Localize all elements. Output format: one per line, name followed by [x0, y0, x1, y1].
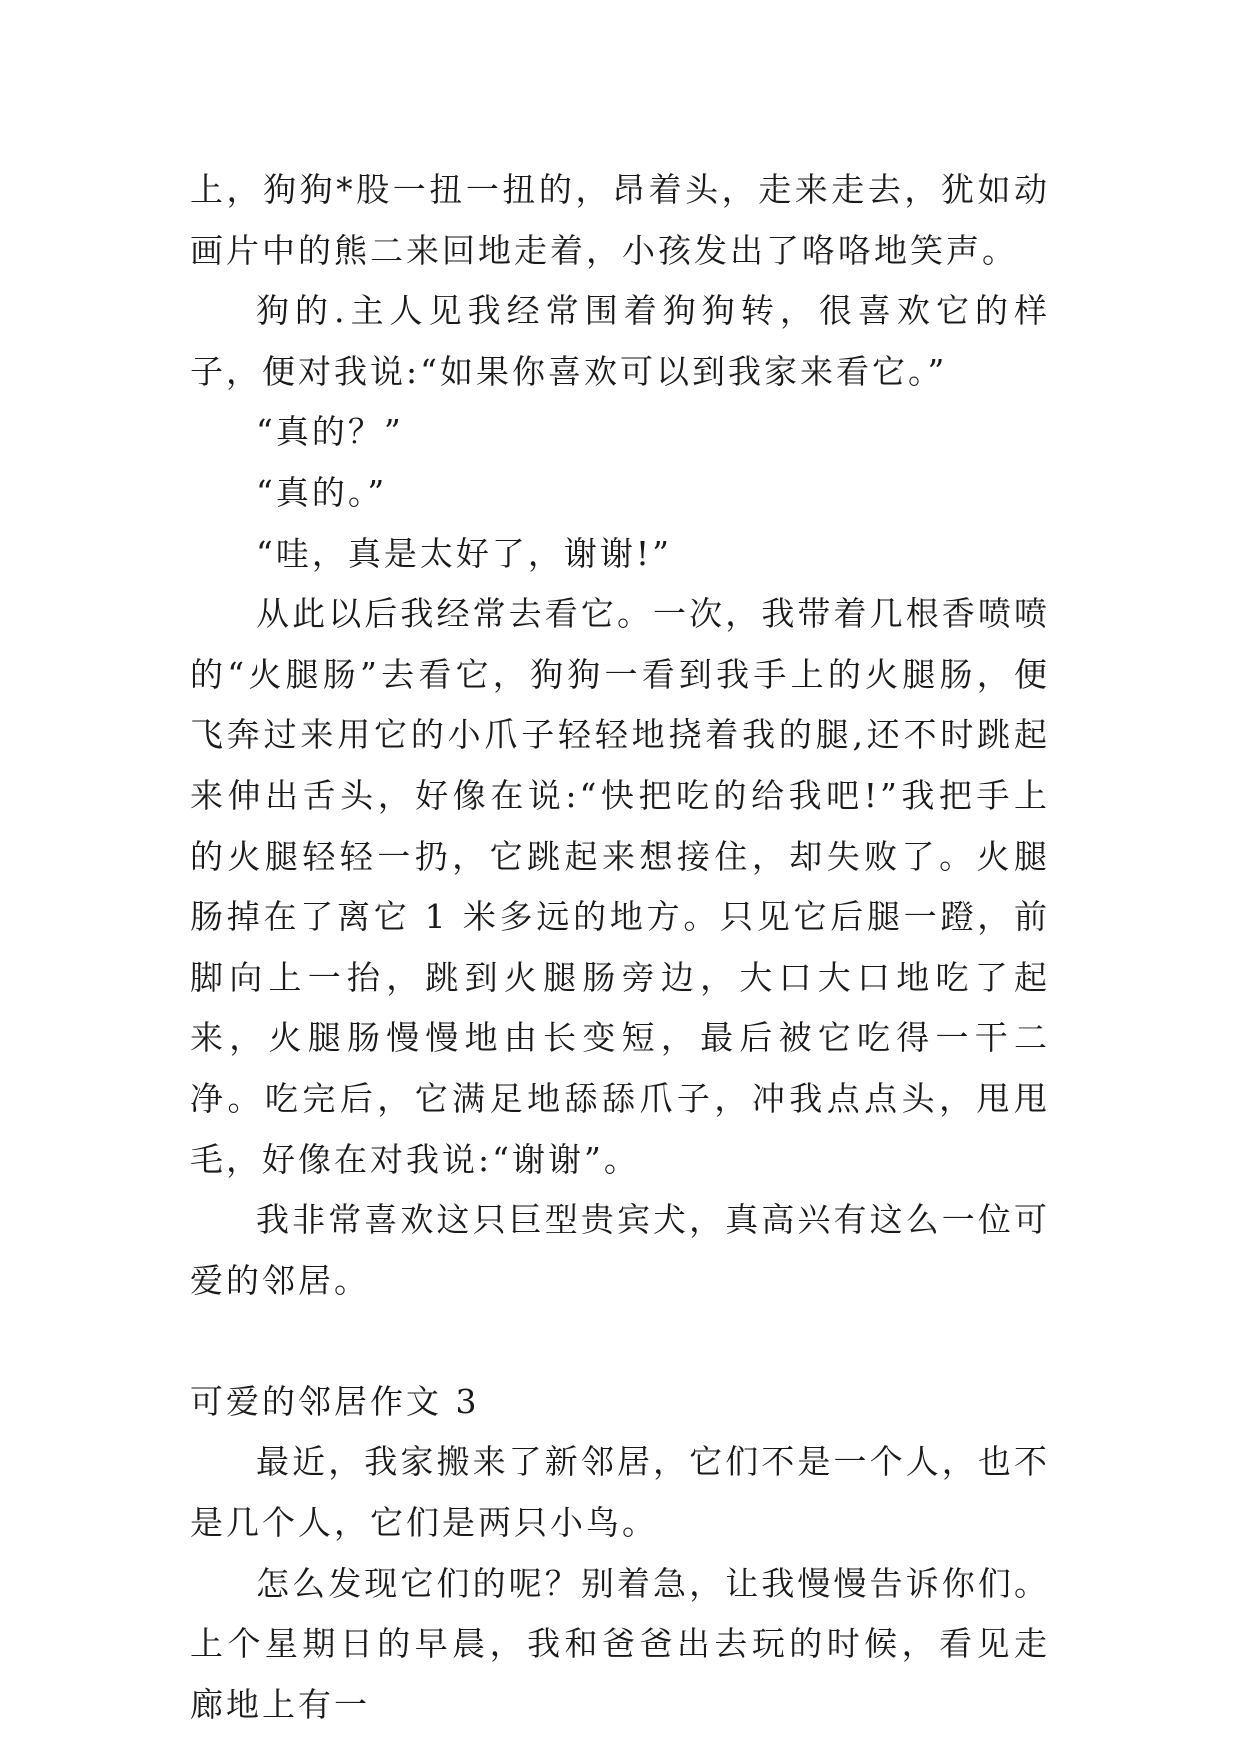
paragraph-4: “真的。”	[256, 472, 388, 512]
paragraph-6: 从此以后我经常去看它。一次，我带着几根香喷喷的“火腿肠”去看它，狗狗一看到我手上的火腿肠，便飞奔过来用它的小爪子轻轻地挠着我的腿,还不时跳起来伸出舌头，好像在说:“快把吃的给我吧!”我把手上的火腿轻轻一扔，它跳起来想接住，却失败了。火腿肠掉在了离它 1 米多远的地方。只见它后腿一蹬，前脚向上一抬，跳到火腿肠旁边，大口大口地吃了起来，火腿肠慢慢地由长变短，最后被它吃得一干二净。吃完后，它满足地舔舔爪子，冲我点点头，甩甩毛，好像在对我说:“谢谢”。	[190, 594, 1050, 1179]
section-paragraph-1: 最近，我家搬来了新邻居，它们不是一个人，也不是几个人，它们是两只小鸟。	[190, 1442, 1050, 1543]
paragraph-3: “真的？”	[256, 412, 404, 452]
section-title: 可爱的邻居作文 3	[190, 1381, 480, 1421]
paragraph-1: 上，狗狗*股一扭一扭的，昂着头，走来走去，犹如动画片中的熊二来回地走着，小孩发出了咯咯地笑声。	[190, 170, 1050, 270]
paragraph-2: 狗的.主人见我经常围着狗狗转，很喜欢它的样子，便对我说:“如果你喜欢可以到我家来看它。”	[190, 291, 1050, 391]
section-gap	[190, 1311, 1050, 1372]
document-body	[190, 160, 1050, 1735]
paragraph-7: 我非常喜欢这只巨型贵宾犬，真高兴有这么一位可爱的邻居。	[190, 1200, 1050, 1300]
section-paragraph-2: 怎么发现它们的呢？别着急，让我慢慢告诉你们。上个星期日的早晨，我和爸爸出去玩的时候，看见走廊地上有一	[190, 1563, 1050, 1724]
paragraph-5: “哇，真是太好了，谢谢!”	[256, 533, 673, 573]
